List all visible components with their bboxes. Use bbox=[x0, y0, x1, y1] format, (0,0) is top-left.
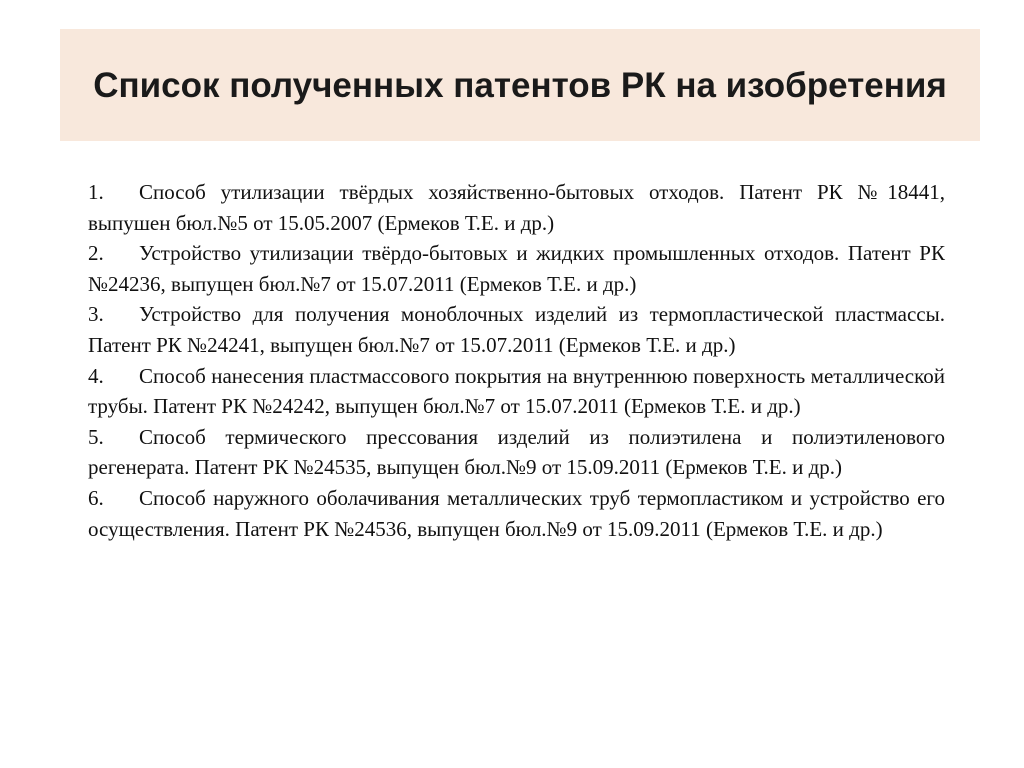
title-band bbox=[60, 29, 980, 141]
patent-item-text: Способ нанесения пластмассового покрытия на внутреннюю поверхность металлической трубы. Патент РК №24242, выпущен бюл.№7 от 15.07.2011 (Ермеков Т.Е. и др.) bbox=[88, 363, 945, 419]
slide-title: Список полученных патентов РК на изобретения bbox=[93, 65, 947, 105]
patent-item-number: 2. bbox=[88, 241, 104, 266]
patent-item bbox=[88, 238, 945, 299]
patent-item-number: 5. bbox=[88, 424, 104, 449]
patent-item-number: 4. bbox=[88, 363, 104, 388]
patent-item-text: Способ утилизации твёрдых хозяйственно-бытовых отходов. Патент РК №18441, выпушен бюл.№5 от 15.05.2007 (Ермеков Т.Е. и др.) bbox=[88, 180, 945, 235]
patent-item-text: Способ термического прессования изделий из полиэтилена и полиэтиленового регенерата. Патент РК №24535, выпущен бюл.№9 от 15.09.2011 (Ермеков Т.Е. и др.) bbox=[88, 424, 945, 480]
patent-item-text: Способ наружного оболачивания металлических труб термопластиком и устройство его осуществления. Патент РК №24536, выпущен бюл.№9 от 15.09.2011 (Ермеков Т.Е. и др.) bbox=[88, 485, 945, 541]
patent-list bbox=[88, 177, 945, 544]
patent-item-number: 1. bbox=[88, 180, 104, 204]
patent-item-text: Устройство для получения моноблочных изделий из термопластической пластмассы. Патент РК №24241, выпущен бюл.№7 от 15.07.2011 (Ермеков Т.Е. и др.) bbox=[88, 302, 945, 357]
patent-item-number: 3. bbox=[88, 302, 104, 327]
patent-item-number: 6. bbox=[88, 485, 104, 510]
patent-item bbox=[88, 361, 945, 422]
patent-item bbox=[88, 483, 945, 544]
patent-item bbox=[88, 177, 945, 238]
patent-item bbox=[88, 299, 945, 360]
patent-item bbox=[88, 422, 945, 483]
patent-item-text: Устройство утилизации твёрдо-бытовых и жидких промышленных отходов. Патент РК №24236, выпущен бюл.№7 от 15.07.2011 (Ермеков Т.Е. и др.) bbox=[88, 241, 945, 296]
